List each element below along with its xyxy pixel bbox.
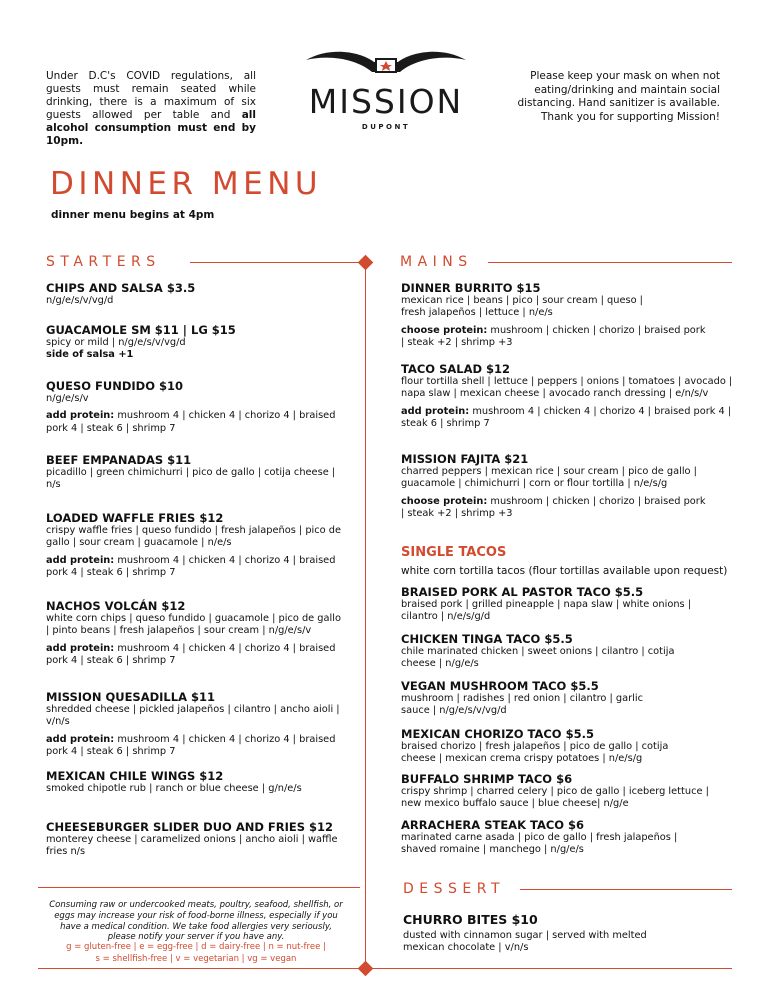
page-title: DINNER MENU [50, 166, 323, 202]
single-tacos-heading: SINGLE TACOS [401, 545, 507, 560]
addon-label: add protein: [401, 405, 470, 417]
item-addon [401, 325, 706, 350]
covid-notice-bold: all alcohol consumption must end by 10pm. [46, 109, 256, 147]
item-addon [46, 643, 341, 668]
menu-item [401, 585, 721, 624]
menu-item [401, 772, 711, 811]
menu-item [401, 281, 731, 349]
addon-options: mushroom 4 | chicken 4 | chorizo 4 | braised pork 4 | steak 6 | shrimp 7 [46, 554, 336, 578]
item-title: GUACAMOLE SM $11 | LG $15 [46, 323, 236, 337]
item-title: BRAISED PORK AL PASTOR TACO $5.5 [401, 585, 644, 599]
menu-item [401, 632, 701, 671]
menu-item [46, 281, 356, 307]
covid-notice [46, 70, 256, 148]
item-addon [46, 410, 341, 435]
addon-options: mushroom 4 | chicken 4 | chorizo 4 | braised pork 4 | steak 6 | shrimp 7 [46, 642, 336, 666]
item-title: CHIPS AND SALSA $3.5 [46, 281, 196, 295]
addon-label: choose protein: [401, 495, 488, 507]
item-desc: mushroom | radishes | red onion | cilantro | garlic sauce | n/g/e/s/v/vg/d [401, 693, 644, 717]
food-safety-warning: Consuming raw or undercooked meats, poultry, seafood, shellfish, or eggs may increase your risk of food-borne illness, especially if you have a medical condition. We take food allergies very seriously, please notify your server if you have any. [49, 900, 343, 943]
addon-label: add protein: [46, 554, 115, 566]
item-addon [46, 555, 341, 580]
mains-heading: MAINS [400, 254, 473, 270]
item-desc: braised chorizo | fresh jalapeños | pico de gallo | cotija cheese | mexican crema crispy potatoes | n/e/s/g [401, 741, 669, 765]
item-desc: white corn chips | queso fundido | guacamole | pico de gallo | pinto beans | fresh jalapeños | sour cream | n/g/e/s/v [46, 613, 341, 637]
item-title: VEGAN MUSHROOM TACO $5.5 [401, 679, 599, 693]
starters-heading: STARTERS [46, 254, 161, 270]
logo-wordmark: MISSION [308, 82, 464, 121]
longhorn-icon [296, 46, 476, 82]
item-title: MEXICAN CHILE WINGS $12 [46, 769, 224, 783]
item-desc: charred peppers | mexican rice | sour cream | pico de gallo | guacamole | chimichurri | corn or flour tortilla | n/e/s/g [401, 466, 697, 490]
mask-notice: Please keep your mask on when not eating/drinking and maintain social distancing. Hand sanitizer is available. Thank you for supporting Mission! [517, 70, 720, 123]
item-desc: spicy or mild | n/g/e/s/v/vg/d [46, 337, 186, 348]
item-title: NACHOS VOLCÁN $12 [46, 599, 186, 613]
addon-options: mushroom | chicken | chorizo | braised pork | steak +2 | shrimp +3 [401, 495, 706, 519]
bottom-rule-left [38, 968, 360, 969]
legend-line-1: g = gluten-free | e = egg-free | d = dairy-free | n = nut-free | [66, 942, 326, 952]
item-desc: dusted with cinnamon sugar | served with melted mexican chocolate | v/n/s [403, 930, 647, 954]
item-desc: marinated carne asada | pico de gallo | fresh jalapeños | shaved romaine | manchego | n/g/e/s [401, 832, 678, 856]
menu-item [46, 820, 356, 859]
item-title: LOADED WAFFLE FRIES $12 [46, 511, 224, 525]
item-desc: n/g/e/s/v [46, 393, 89, 404]
addon-label: add protein: [46, 410, 115, 422]
item-title: CHICKEN TINGA TACO $5.5 [401, 632, 573, 646]
menu-item [46, 599, 341, 667]
item-desc: chile marinated chicken | sweet onions | cilantro | cotija cheese | n/g/e/s [401, 646, 675, 670]
menu-item [46, 379, 341, 435]
column-divider [365, 268, 366, 963]
menu-item [401, 362, 736, 430]
starters-rule [190, 262, 360, 263]
item-desc: n/g/e/s/v/vg/d [46, 295, 114, 306]
menu-item [401, 679, 661, 718]
item-desc: mexican rice | beans | pico | sour cream | queso | fresh jalapeños | lettuce | n/e/s [401, 295, 643, 319]
item-title: ARRACHERA STEAK TACO $6 [401, 818, 585, 832]
item-title: BUFFALO SHRIMP TACO $6 [401, 772, 573, 786]
item-title: CHURRO BITES $10 [403, 912, 538, 927]
item-title: CHEESEBURGER SLIDER DUO AND FRIES $12 [46, 820, 334, 834]
single-tacos-note: white corn tortilla tacos (flour tortillas available upon request) [401, 565, 728, 577]
item-addon [46, 734, 341, 759]
item-title: MEXICAN CHORIZO TACO $5.5 [401, 727, 594, 741]
addon-options: mushroom 4 | chicken 4 | chorizo 4 | braised pork 4 | steak 6 | shrimp 7 [46, 733, 336, 757]
item-desc: shredded cheese | pickled jalapeños | cilantro | ancho aioli | v/n/s [46, 704, 340, 728]
addon-label: add protein: [46, 733, 115, 745]
mission-logo [296, 46, 476, 136]
item-note: side of salsa +1 [46, 349, 134, 361]
dessert-rule [520, 889, 732, 890]
addon-options: mushroom | chicken | chorizo | braised pork | steak +2 | shrimp +3 [401, 324, 706, 348]
item-desc: flour tortilla shell | lettuce | peppers | onions | tomatoes | avocado | napa slaw | mexican cheese | avocado ranch dressing | e/n/s/v [401, 376, 733, 400]
menu-item [46, 453, 336, 492]
item-desc: braised pork | grilled pineapple | napa slaw | white onions | cilantro | n/e/s/g/d [401, 599, 692, 623]
item-desc: picadillo | green chimichurri | pico de gallo | cotija cheese | n/s [46, 467, 336, 491]
dietary-legend [46, 941, 346, 965]
menu-item [46, 690, 361, 758]
item-title: MISSION FAJITA $21 [401, 452, 529, 466]
legend-line-2: s = shellfish-free | v = vegetarian | vg = vegan [95, 954, 297, 964]
addon-label: add protein: [46, 642, 115, 654]
item-title: BEEF EMPANADAS $11 [46, 453, 192, 467]
menu-item [401, 818, 701, 857]
menu-item [46, 323, 356, 361]
menu-item [401, 727, 701, 766]
bottom-rule-right [372, 968, 732, 969]
menu-item [401, 452, 711, 520]
item-title: TACO SALAD $12 [401, 362, 511, 376]
addon-options: mushroom 4 | chicken 4 | chorizo 4 | braised pork 4 | steak 6 | shrimp 7 [401, 405, 732, 429]
logo-location: DUPONT [361, 123, 411, 131]
addon-options: mushroom 4 | chicken 4 | chorizo 4 | braised pork 4 | steak 6 | shrimp 7 [46, 410, 336, 434]
item-title: QUESO FUNDIDO $10 [46, 379, 184, 393]
menu-item [46, 511, 341, 579]
addon-label: choose protein: [401, 324, 488, 336]
covid-notice-text: Under D.C's COVID regulations, all guests must remain seated while drinking, there is a maximum of six guests allowed per table and [46, 70, 256, 121]
item-desc: smoked chipotle rub | ranch or blue cheese | g/n/e/s [46, 783, 302, 794]
divider-diamond-bottom [358, 961, 374, 977]
menu-item [46, 769, 356, 795]
page-subtitle: dinner menu begins at 4pm [51, 209, 215, 221]
item-desc: monterey cheese | caramelized onions | ancho aioli | waffle fries n/s [46, 834, 338, 858]
item-title: DINNER BURRITO $15 [401, 281, 541, 295]
item-addon [401, 496, 711, 521]
mains-rule [488, 262, 732, 263]
item-desc: crispy shrimp | charred celery | pico de gallo | iceberg lettuce | new mexico buffalo sauce | blue cheese| n/g/e [401, 786, 709, 810]
menu-item [403, 913, 683, 955]
dessert-heading: DESSERT [403, 881, 506, 897]
item-addon [401, 406, 736, 431]
item-title: MISSION QUESADILLA $11 [46, 690, 215, 704]
footer-rule-left [38, 887, 360, 888]
item-desc: crispy waffle fries | queso fundido | fresh jalapeños | pico de gallo | sour cream | guacamole | n/e/s [46, 525, 342, 549]
